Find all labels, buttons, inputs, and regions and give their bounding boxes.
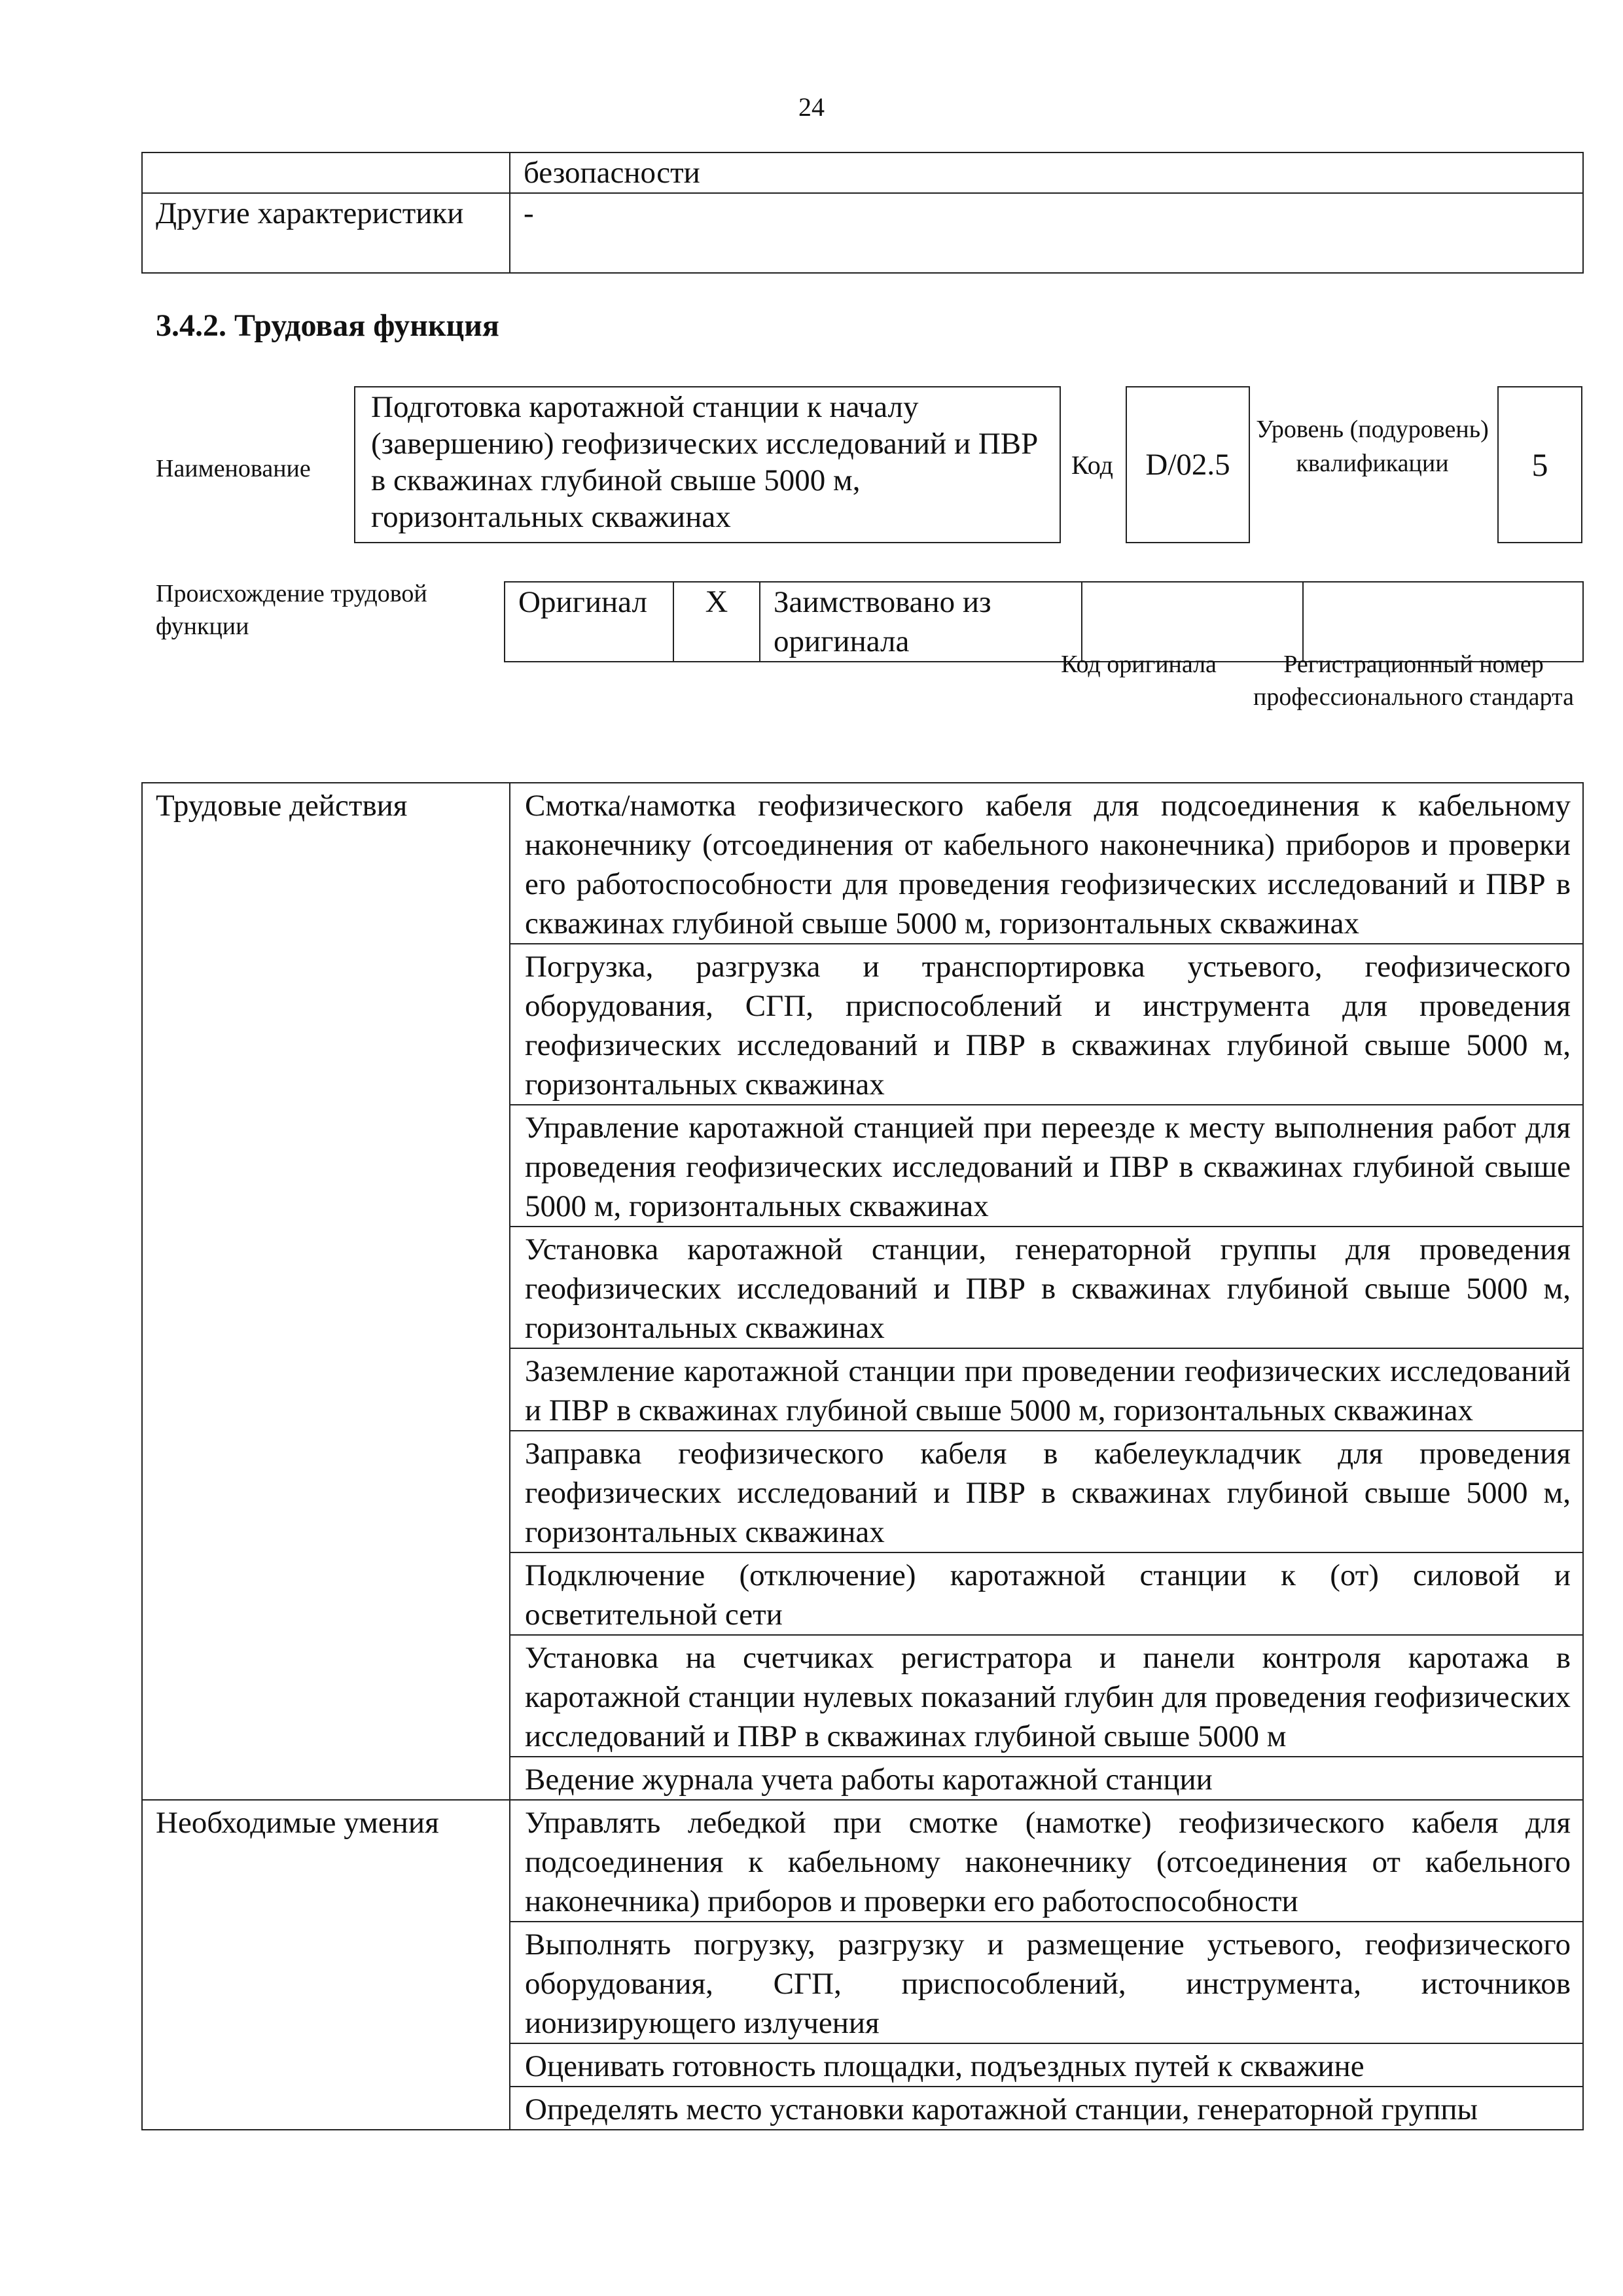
function-name-box: Подготовка каротажной станции к началу (завершению) геофизических исследований и ПВР в скважинах глубиной свыше 5000 м, горизонтальных скважинах	[354, 386, 1061, 543]
top-table-empty-cell	[142, 152, 510, 193]
original-mark: X	[673, 582, 760, 662]
required-skill-item: Управлять лебедкой при смотке (намотке) геофизического кабеля для подсоединения к кабельному наконечнику (отсоединения от кабельного наконечника) приборов и проверки его работоспособности	[510, 1800, 1583, 1922]
required-skill-item: Выполнять погрузку, разгрузку и размещение устьевого, геофизического оборудования, СГП, приспособлений, инструмента, источников ионизирующего излучения	[510, 1922, 1583, 2043]
qualification-level-label: Уровень (подуровень) квалификации	[1256, 416, 1489, 477]
name-label: Наименование	[156, 455, 311, 482]
required-skill-item: Определять место установки каротажной станции, генераторной группы	[510, 2087, 1583, 2130]
page-number: 24	[798, 92, 825, 122]
reg-number-caption: Регистрационный номер профессионального стандарта	[1253, 651, 1574, 711]
labor-action-item: Подключение (отключение) каротажной станции к (от) силовой и осветительной сети	[510, 1552, 1583, 1635]
labor-action-item: Заправка геофизического кабеля в кабелеукладчик для проведения геофизических исследований и ПВР в скважинах глубиной свыше 5000 м, горизонтальных скважинах	[510, 1431, 1583, 1552]
labor-action-item: Заземление каротажной станции при проведении геофизических исследований и ПВР в скважинах глубиной свыше 5000 м, горизонтальных скважинах	[510, 1348, 1583, 1431]
top-characteristics-table	[141, 152, 1584, 274]
labor-action-item: Погрузка, разгрузка и транспортировка устьевого, геофизического оборудования, СГП, приспособлений и инструмента для проведения геофизических исследований и ПВР в скважинах глубиной свыше 5000 м, горизонтальных скважинах	[510, 944, 1583, 1105]
code-label: Код	[1071, 450, 1113, 480]
origin-label: Происхождение трудовой функции	[156, 580, 427, 640]
labor-function-table	[141, 782, 1584, 2130]
other-characteristics-label: Другие характеристики	[142, 193, 510, 273]
labor-action-item: Смотка/намотка геофизического кабеля для подсоединения к кабельному наконечнику (отсоединения от кабельного наконечника) приборов и проверки его работоспособности для проведения геофизических исследований и ПВР в скважинах глубиной свыше 5000 м, горизонтальных скважинах	[510, 783, 1583, 944]
code-value-box: D/02.5	[1126, 386, 1250, 543]
original-label: Оригинал	[505, 582, 673, 662]
other-characteristics-value: -	[510, 193, 1583, 273]
labor-action-item: Установка на счетчиках регистратора и панели контроля каротажа в каротажной станции нулевых показаний глубин для проведения геофизических исследований и ПВР в скважинах глубиной свыше 5000 м	[510, 1635, 1583, 1757]
labor-actions-header: Трудовые действия	[142, 783, 510, 1800]
labor-action-item: Управление каротажной станцией при переезде к месту выполнения работ для проведения геофизических исследований и ПВР в скважинах глубиной свыше 5000 м, горизонтальных скважинах	[510, 1105, 1583, 1227]
borrowed-label: Заимствовано из оригинала	[760, 582, 1082, 662]
labor-action-item: Ведение журнала учета работы каротажной станции	[510, 1757, 1583, 1800]
qualification-level-box: 5	[1497, 386, 1582, 543]
labor-action-item: Установка каротажной станции, генераторной группы для проведения геофизических исследований и ПВР в скважинах глубиной свыше 5000 м, горизонтальных скважинах	[510, 1227, 1583, 1348]
required-skills-header: Необходимые умения	[142, 1800, 510, 2130]
section-title: 3.4.2. Трудовая функция	[156, 308, 499, 343]
continuation-text: безопасности	[510, 152, 1583, 193]
required-skill-item: Оценивать готовность площадки, подъездных путей к скважине	[510, 2043, 1583, 2087]
code-original-caption: Код оригинала	[1061, 651, 1217, 678]
